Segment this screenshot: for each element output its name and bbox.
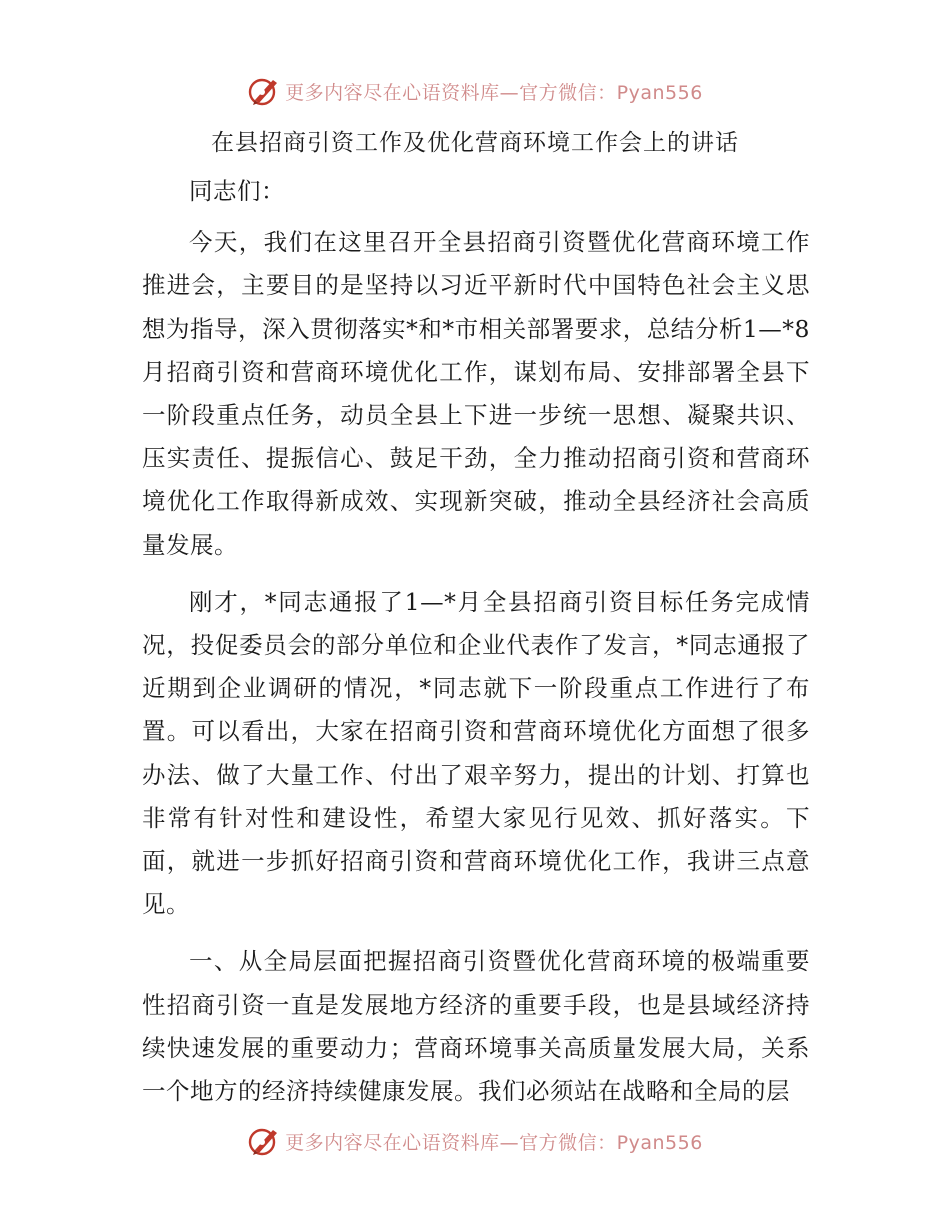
paragraph-1: 今天，我们在这里召开全县招商引资暨优化营商环境工作推进会，主要目的是坚持以习近平新时代中国特色社会主义思想为指导，深入贯彻落实*和*市相关部署要求，总结分析1—*8月招商引资和营商环境优化工作，谋划布局、安排部署全县下一阶段重点任务，动员全县上下进一步统一思想、凝聚共识、压实责任、提振信心、鼓足干劲，全力推动招商引资和营商环境优化工作取得新成效、实现新突破，推动全县经济社会高质量发展。 [142,228,810,559]
watermark-text: 更多内容尽在心语资料库—官方微信：Pyan556 [285,81,703,104]
greeting: 同志们： [189,177,285,205]
pen-logo-icon [247,74,281,108]
paragraph-3: 一、从全局层面把握招商引资暨优化营商环境的极端重要性招商引资一直是发展地方经济的重要手段，也是县域经济持续快速发展的重要动力；营商环境事关高质量发展大局，关系一个地方的经济持续健康发展。我们必须站在战略和全局的层 [142,947,810,1106]
pen-logo-icon [247,1124,281,1158]
document-title: 在县招商引资工作及优化营商环境工作会上的讲话 [211,130,739,156]
paragraph-2: 刚才，*同志通报了1—*月全县招商引资目标任务完成情况，投促委员会的部分单位和企业代表作了发言，*同志通报了近期到企业调研的情况，*同志就下一阶段重点工作进行了布置。可以看出，大家在招商引资和营商环境优化方面想了很多办法、做了大量工作、付出了艰辛努力，提出的计划、打算也非常有针对性和建设性，希望大家见行见效、抓好落实。下面，就进一步抓好招商引资和营商环境优化工作，我讲三点意见。 [142,587,810,919]
watermark-header [0,74,950,108]
document-body [142,170,810,1127]
watermark-text: 更多内容尽在心语资料库—官方微信：Pyan556 [285,1131,703,1154]
watermark-footer [0,1124,950,1158]
